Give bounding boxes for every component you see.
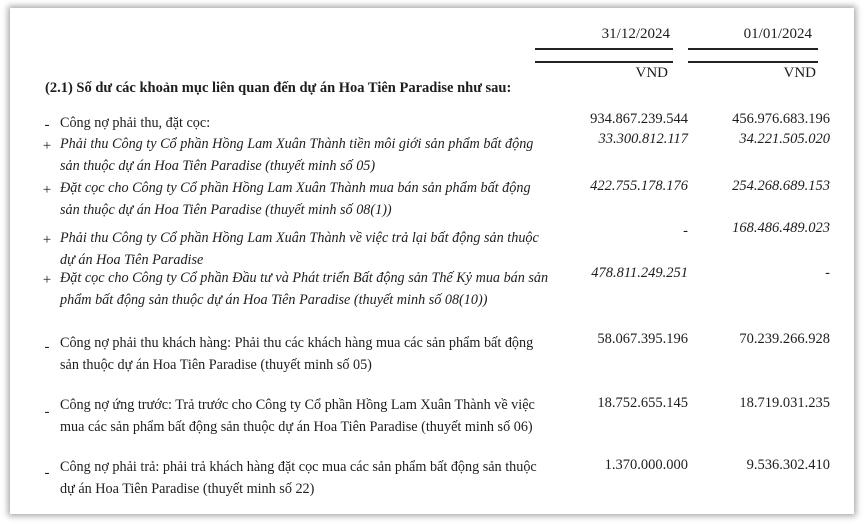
column-unit-current: VND <box>635 65 668 81</box>
row-label: Đặt cọc cho Công ty Cổ phần Hồng Lam Xuân Thành mua bán sản phẩm bất động sản thuộc dự án Hoa Tiên Paradise (thuyết minh số 08(1)) <box>60 180 531 218</box>
row-bullet: + <box>42 272 52 288</box>
header-rule <box>688 61 818 63</box>
value-current: 1.370.000.000 <box>604 457 688 473</box>
row-bullet: + <box>42 232 52 248</box>
row-bullet: + <box>42 138 52 154</box>
row-label: Công nợ ứng trước: Trả trước cho Công ty Cổ phần Hồng Lam Xuân Thành về việc mua các sản phẩm bất động sản thuộc dự án Hoa Tiên Paradise (thuyết minh số 06) <box>60 397 535 435</box>
value-current: 33.300.812.117 <box>598 131 688 147</box>
header-rule <box>535 48 673 50</box>
row-label: Đặt cọc cho Công ty Cổ phần Đầu tư và Phát triển Bất động sản Thế Kỷ mua bán sản phẩm bất động sản thuộc dự án Hoa Tiên Paradise (thuyết minh số 08(10)) <box>60 270 549 308</box>
header-rule <box>535 61 673 63</box>
value-current: 934.867.239.544 <box>590 111 688 127</box>
column-date-current: 31/12/2024 <box>601 26 670 42</box>
value-current: 422.755.178.176 <box>590 178 688 194</box>
value-current: 58.067.395.196 <box>597 331 688 347</box>
row-label: Phải thu Công ty Cổ phần Hồng Lam Xuân Thành tiền môi giới sản phẩm bất động sản thuộc dự án Hoa Tiên Paradise (thuyết minh số 05) <box>60 136 534 174</box>
value-prior: - <box>825 265 830 281</box>
value-prior: 18.719.031.235 <box>739 395 830 411</box>
row-bullet: - <box>44 339 50 355</box>
row-label: Phải thu Công ty Cổ phần Hồng Lam Xuân Thành về việc trả lại bất động sản thuộc dự án Hoa Tiên Paradise <box>60 230 539 268</box>
value-prior: 168.486.489.023 <box>732 220 830 236</box>
value-prior: 34.221.505.020 <box>739 131 830 147</box>
column-date-prior: 01/01/2024 <box>743 26 812 42</box>
row-label: Công nợ phải trả: phải trả khách hàng đặt cọc mua các sản phẩm bất động sản thuộc dự án Hoa Tiên Paradise (thuyết minh số 22) <box>60 459 537 497</box>
value-prior: 456.976.683.196 <box>732 111 830 127</box>
row-bullet: - <box>44 404 50 420</box>
row-label: Công nợ phải thu khách hàng: Phải thu các khách hàng mua các sản phẩm bất động sản thuộc dự án Hoa Tiên Paradise (thuyết minh số 05) <box>60 335 534 373</box>
row-bullet: + <box>42 182 52 198</box>
value-prior: 9.536.302.410 <box>746 457 830 473</box>
section-title: (2.1) Số dư các khoản mục liên quan đến dự án Hoa Tiên Paradise như sau: <box>45 80 512 96</box>
row-bullet: - <box>44 465 50 481</box>
value-prior: 70.239.266.928 <box>739 331 830 347</box>
header-rule <box>688 48 818 50</box>
column-unit-prior: VND <box>783 65 816 81</box>
value-prior: 254.268.689.153 <box>732 178 830 194</box>
value-current: - <box>683 223 688 239</box>
value-current: 18.752.655.145 <box>597 395 688 411</box>
row-label: Công nợ phải thu, đặt cọc: <box>60 115 211 131</box>
row-bullet: - <box>44 117 50 133</box>
value-current: 478.811.249.251 <box>591 265 688 281</box>
